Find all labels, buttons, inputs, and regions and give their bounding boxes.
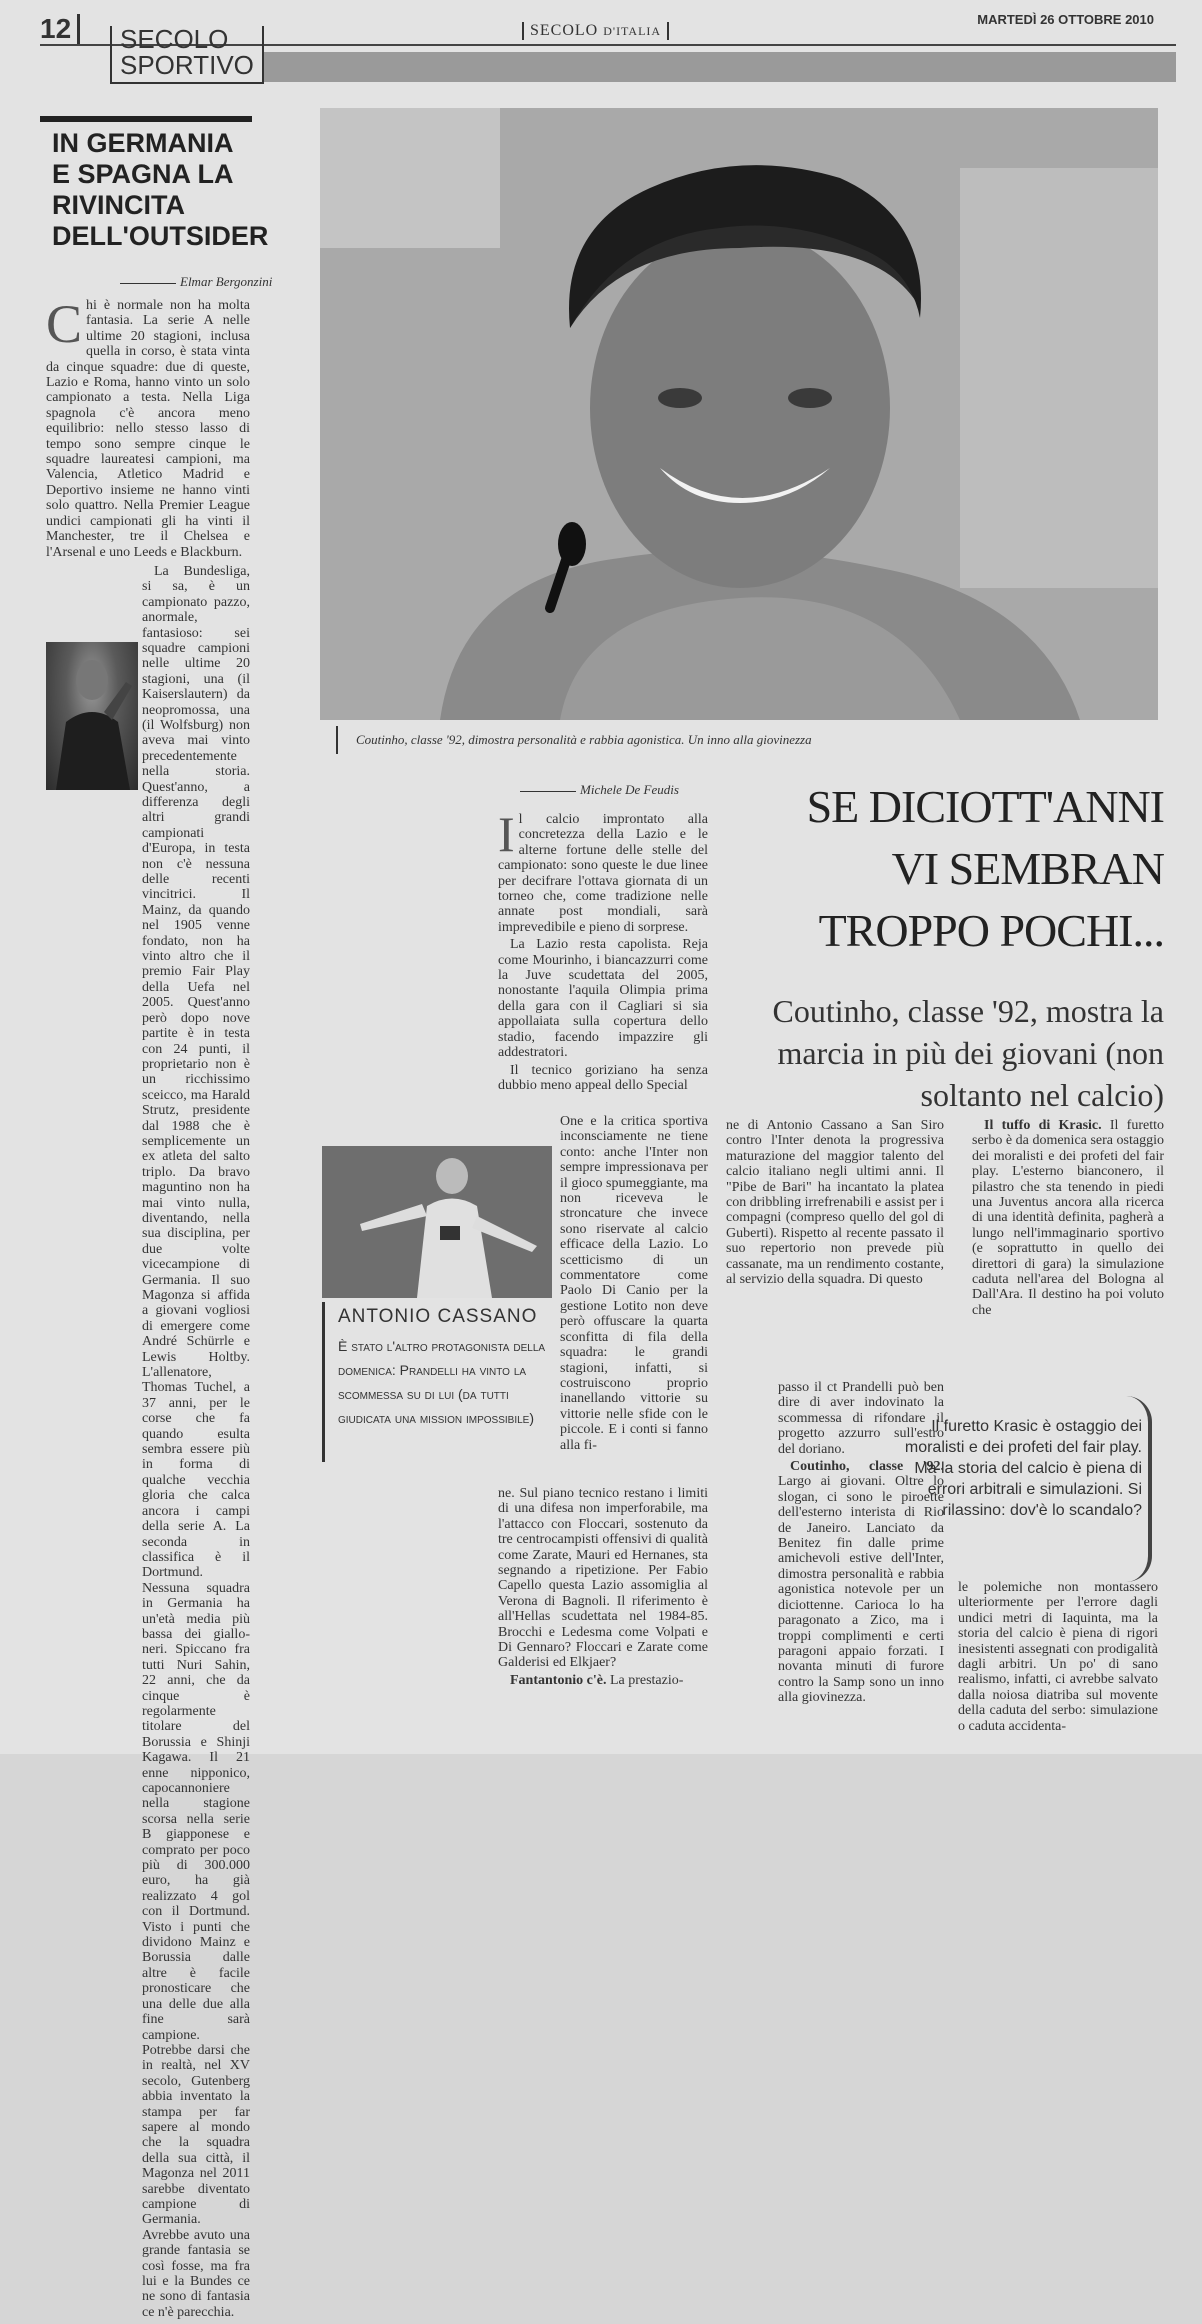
pull-quote: Il furetto Krasic è ostaggio dei moralisti e dei profeti del fair play. Ma la storia del calcio è piena di errori arbitrali e simulazioni. Si rilassino: dov'è lo scandalo? (904, 1418, 1142, 1519)
sidebar-paragraph-1: hi è normale non ha molta fantasia. La serie A nelle ultime 20 stagioni, inclusa quella in corso, è stata vinta da cinque squadre: due di queste, Lazio e Roma, hanno vinto un solo campionato a testa. Nella Liga spagnola c'è ancora meno equilibrio: nello stesso lasso di tempo sono sempre cinque le squadre laureatesi campioni, ma Valencia, Atletico Madrid e Deportivo insieme ne hanno vinti solo quattro. Nella Premier League undici campionati gli ha vinti il Manchester, tre il Chelsea e l'Arsenal e uno Leeds e Blackburn. (46, 298, 250, 560)
coutinho-lead: Coutinho, classe '92. (790, 1459, 944, 1475)
paper-name (522, 22, 669, 40)
section-label-line2: SPORTIVO (120, 50, 254, 80)
krasic-lead: Il tuffo di Krasic. (984, 1118, 1102, 1133)
issue-date: MARTEDÌ 26 OTTOBRE 2010 (977, 12, 1154, 27)
footballer-photo-icon (322, 1146, 552, 1298)
krasic-text: Il furetto serbo è da domenica sera ostaggio dei moralisti e dei profeti del fair play. L'esterno bianconero, il pilastro che sta tenendo in piedi una Juventus ancora alla ricerca di una identità definita, pagherà a lungo nell'immaginario sportivo (e soprattutto in quello dei direttori di gara) la simulazione caduta nell'area del Bologna al Dall'Ara. Il destino ha poi voluto che (972, 1118, 1164, 1318)
section-label (110, 26, 264, 84)
sidebar-rule (40, 116, 252, 122)
photo-caption: Coutinho, classe '92, dimostra personalità e rabbia agonistica. Un inno alla giovinezza (356, 732, 812, 747)
fantantonio-text: La prestazio- (609, 1672, 684, 1688)
article-column-3b-text: le polemiche non montassero ulteriormente per l'errore dagli undici metri di Iaquinta, ma la storia del calcio è piena di rigori inesistenti assegnati con prodigalità dagli arbitri. Un po' di sano realismo, infatti, ci avrebbe salvato dalla noiosa diatriba sul movente della caduta del serbo: simulazione o caduta accidenta- (958, 1580, 1158, 1734)
headline-line-1: SE DICIOTT'ANNI (806, 781, 1164, 832)
article-column-3 (972, 1118, 1164, 1320)
cassano-name: ANTONIO CASSANO (338, 1306, 538, 1327)
fantantonio-lead: Fantantonio c'è. (510, 1672, 607, 1688)
article-byline: Michele De Feudis (520, 782, 679, 798)
section-label-line1: SECOLO (120, 24, 229, 54)
article-column-1 (498, 806, 708, 1095)
article-paragraph-2: La Lazio resta capolista. Reja come Mourinho, i biancazzurri come la Juve scudettata del 2005, nonostante l'aquila Olimpia prima della gara con il Cagliari si sia appollaiata sulla copertura dello stadio, facendo impazzire gli addestratori. (498, 937, 708, 1061)
article-headline (720, 776, 1164, 962)
caption-rule (336, 726, 338, 754)
sidebar-dropcap: C (46, 294, 83, 354)
sidebar-thumbnail-photo (46, 642, 138, 790)
headline-line-2: VI SEMBRAN (891, 843, 1164, 894)
cassano-text: È stato l'altro protagonista della domenica: Prandelli ha vinto la scommessa su di lui (da tutti giudicata una mission impossibile) (338, 1338, 546, 1426)
coutinho-text: Largo ai giovani. Oltre lo slogan, ci sono le piroette dell'esterno interista di Rio de Janeiro. Lanciato da Benitez fin dalle prime amichevoli estive dell'Inter, dimostra personalità e rabbia agonistica notevole per un diciottenne. Carioca lo ha paragonato a Zico, ma i troppi complimenti e certi paragoni appaio forzati. I novanta minuti di furore contro la Samp sono un inno alla giovinezza. (778, 1474, 944, 1706)
sidebar-headline: IN GERMANIA E SPAGNA LA RIVINCITA DELL'OUTSIDER (52, 128, 269, 251)
article-column-2 (726, 1118, 944, 1289)
article-column-1-bottom (498, 1486, 708, 1690)
paper-name-main: SECOLO (530, 22, 599, 39)
article-column-2-text: ne di Antonio Cassano a San Siro contro l'Inter denota la progressiva maturazione del maggior talento del calcio italiano negli ultimi anni. Il "Pibe de Bari" ha incantato la platea con dribbling irrefrenabili e assist per i compagni (compreso quello del gol di Guberti). Rispetto al recente passato il suo repertorio non prevede più cassanate, ma un rendimento costante, al servizio della squadra. Di questo (726, 1118, 944, 1288)
article-paragraph-3: Il tecnico goriziano ha senza dubbio meno appeal dello Special (498, 1062, 708, 1093)
sidebar-byline: Elmar Bergonzini (120, 274, 272, 290)
article-paragraph-1: l calcio improntato alla concretezza della Lazio e le alterne fortune delle stelle del campionato: sono queste le due linee per decifrare l'ottava giornata di un torneo che, come tradizione nelle annate post mondiali, sarà imprevedibile e pieno di sorprese. (498, 812, 708, 935)
headline-line-3: TROPPO POCHI... (818, 905, 1164, 956)
player-portrait-icon (320, 108, 1158, 720)
article-column-1-wrap (560, 1114, 708, 1455)
coach-photo-icon (46, 642, 138, 790)
masthead-band (264, 52, 1176, 82)
pull-quote-brace (1126, 1396, 1152, 1582)
sidebar-paragraph-2 (46, 564, 250, 2320)
page-number: 12 (40, 14, 80, 44)
paper-name-suffix: D'ITALIA (603, 24, 662, 38)
sidebar-paragraph-2-text: La Bundesliga, si sa, è un campionato pazzo, anormale, fantasioso: sei squadre campioni nelle ultime 20 stagioni, una (il Kaiserslautern) da neopromossa, una (il Wolfsburg) non aveva mai vinto precedentemente nella storia. Quest'anno, a differenza degli altri grandi campionati d'Europa, in testa non c'è nessuna delle recenti vincitrici. Il Mainz, da quando nel 1905 venne fondato, non ha vinto altro che il premio Fair Play della Uefa nel 2005. Quest'anno però dopo nove partite è in testa con 24 punti, il proprietario non è un ricchissimo sceicco, ma Harald Strutz, presidente dal 1988 che è semplicemente un ex atleta del salto triplo. Da bravo maguntino non ha mai vinto nulla, diventando, nella sua disciplina, per due volte vicecampione di Germania. Il suo Magonza si affida a giovani vogliosi di emergere come André Schürrle e Lewis Holtby. L'allenatore, Thomas Tuchel, a 37 anni, per le corse che fa quando esulta sembra essere più in forma di qualche vecchia gloria che calca ancora i campi della serie A. La seconda in classifica è il Dortmund. Nessuna squadra in Germania ha un'età media più bassa dei giallo-neri. Spiccano fra tutti Nuri Sahin, 22 anni, che da cinque è regolarmente titolare del Borussia e Shinji Kagawa. Il 21 enne nipponico, capocannoniere nella stagione scorsa nella serie B giapponese e comprato per poco più di 300.000 euro, ha già realizzato 4 gol con il Dortmund. Visto i punti che dividono Mainz e Borussia dalle altre è facile pronosticare che una delle due alla fine sarà campione. Potrebbe darsi che in realtà, nel XV secolo, Gutenberg abbia inventato la stampa per far sapere al mondo che la squadra della sua città, il Magonza nel 2011 sarebbe diventato campione di Germania. Avrebbe avuto una grande fantasia se così fosse, ma fra lui e la Bundes ce ne sono di fantasia ce n'è parecchia. (142, 563, 250, 2320)
article-column-2b-text: passo il ct Prandelli può ben dire di aver indovinato la scommessa di rifondare il progetto azzurro sull'estro del doriano. (778, 1380, 944, 1457)
article-dropcap: I (498, 806, 515, 862)
article-paragraph-3c: ne. Sul piano tecnico restano i limiti di una difesa non imperforabile, ma l'attacco con Floccari, sostenuto da tre centrocampisti offensivi di qualità come Zarate, Mauri ed Hernanes, sta segnando a ripetizione. Per Fabio Capello questa Lazio assomiglia al Verona di Bagnoli. Il riferimento è all'Hellas scudettata nel 1984-85. Brocchi e Ledesma come Volpati e Di Gennaro? Floccari e Zarate come Galderisi ed Elkjaer? (498, 1486, 708, 1671)
hero-photo (320, 108, 1158, 720)
article-subhead: Coutinho, classe '92, mostra la marcia in più dei giovani (non soltanto nel calcio) (772, 993, 1164, 1113)
cassano-photo (322, 1146, 552, 1298)
sidebar-body (46, 294, 250, 2324)
article-column-3-bottom (958, 1580, 1158, 1736)
article-paragraph-3b: One e la critica sportiva inconsciamente ne tiene conto: anche l'Inter non sempre impressionava per il gioco spumeggiante, ma non riceveva le stroncature che invece sono riservate al calcio efficace della Lazio. Lo scetticismo di un commentatore come Paolo Di Canio per la gestione Lotito non deve però offuscare la quarta sconfitta di fila della squadra: le grandi stagioni, infatti, si costruiscono proprio inanellando vittorie su vittorie nelle sfide con le piccole. E i conti si fanno alla fi- (560, 1114, 708, 1453)
